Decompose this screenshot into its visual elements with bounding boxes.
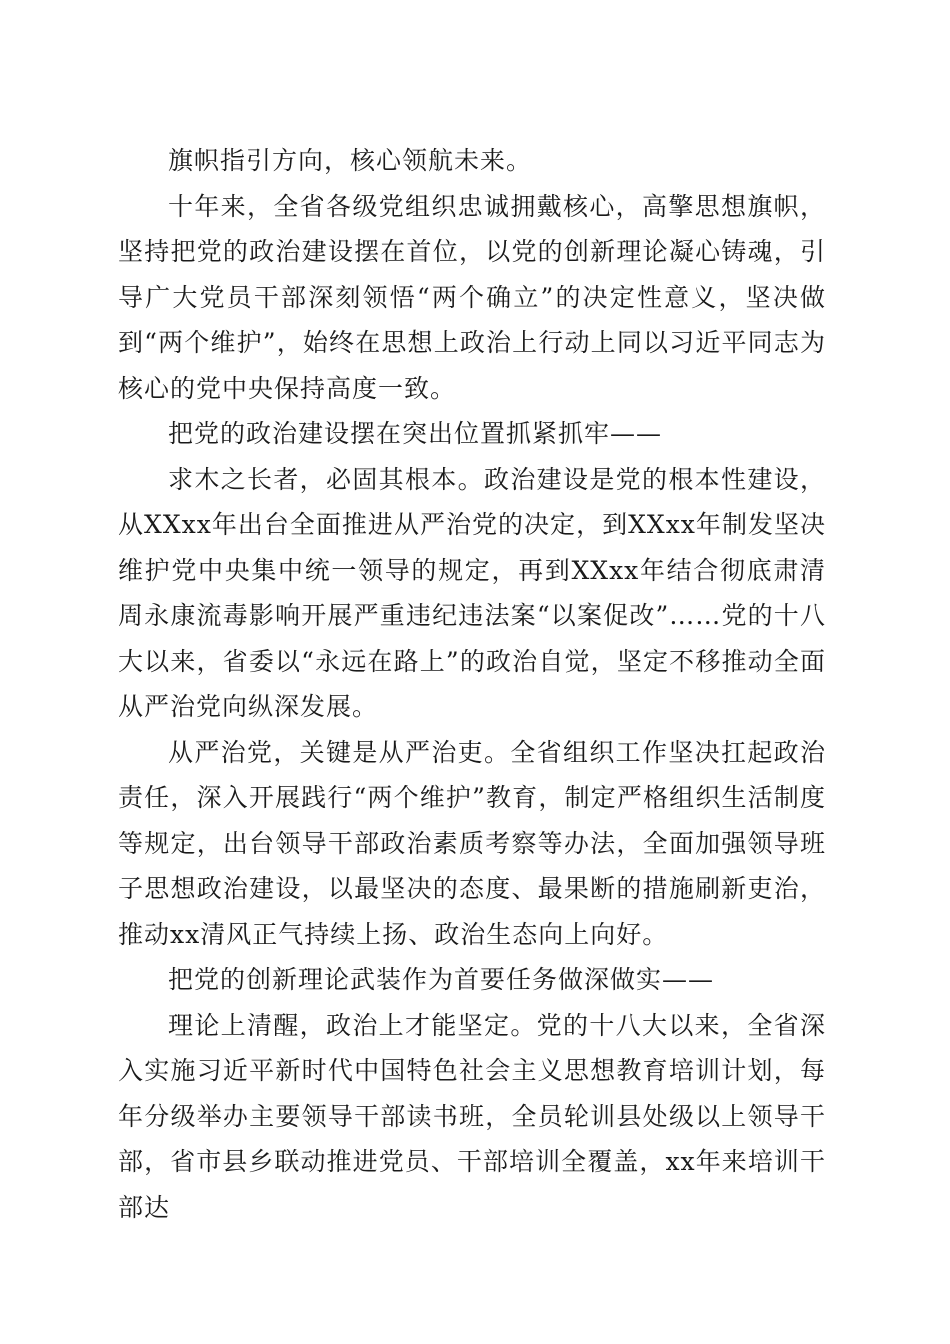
paragraph: 十年来，全省各级党组织忠诚拥戴核心，高擎思想旗帜，坚持把党的政治建设摆在首位，以党的创新理论凝心铸魂，引导广大党员干部深刻领悟“两个确立”的决定性意义，坚决做到“两个维护”，始终在思想上政治上行动上同以习近平同志为核心的党中央保持高度一致。 [118, 191, 826, 403]
paragraph: 求木之长者，必固其根本。政治建设是党的根本性建设，从XXxx年出台全面推进从严治党的决定，到XXxx年制发坚决维护党中央集中统一领导的规定，再到XXxx年结合彻底肃清周永康流毒影响开展严重违纪违法案“以案促改”……党的十八大以来，省委以“永远在路上”的政治自觉，坚定不移推动全面从严治党向纵深发展。 [118, 464, 826, 721]
paragraph: 理论上清醒，政治上才能坚定。党的十八大以来，全省深入实施习近平新时代中国特色社会主义思想教育培训计划，每年分级举办主要领导干部读书班，全员轮训县处级以上领导干部，省市县乡联动推进党员、干部培训全覆盖，xx年来培训干部达 [118, 1010, 826, 1222]
paragraph: 旗帜指引方向，核心领航未来。 [168, 146, 533, 175]
section-heading: 把党的创新理论武装作为首要任务做深做实—— [168, 965, 715, 994]
section-heading: 把党的政治建设摆在突出位置抓紧抓牢—— [168, 419, 663, 448]
paragraph: 从严治党，关键是从严治吏。全省组织工作坚决扛起政治责任，深入开展践行“两个维护”教育，制定严格组织生活制度等规定，出台领导干部政治素质考察等办法，全面加强领导班子思想政治建设，以最坚决的态度、最果断的措施刷新吏治，推动xx清风正气持续上扬、政治生态向上向好。 [118, 737, 826, 949]
document-body [118, 138, 826, 1230]
